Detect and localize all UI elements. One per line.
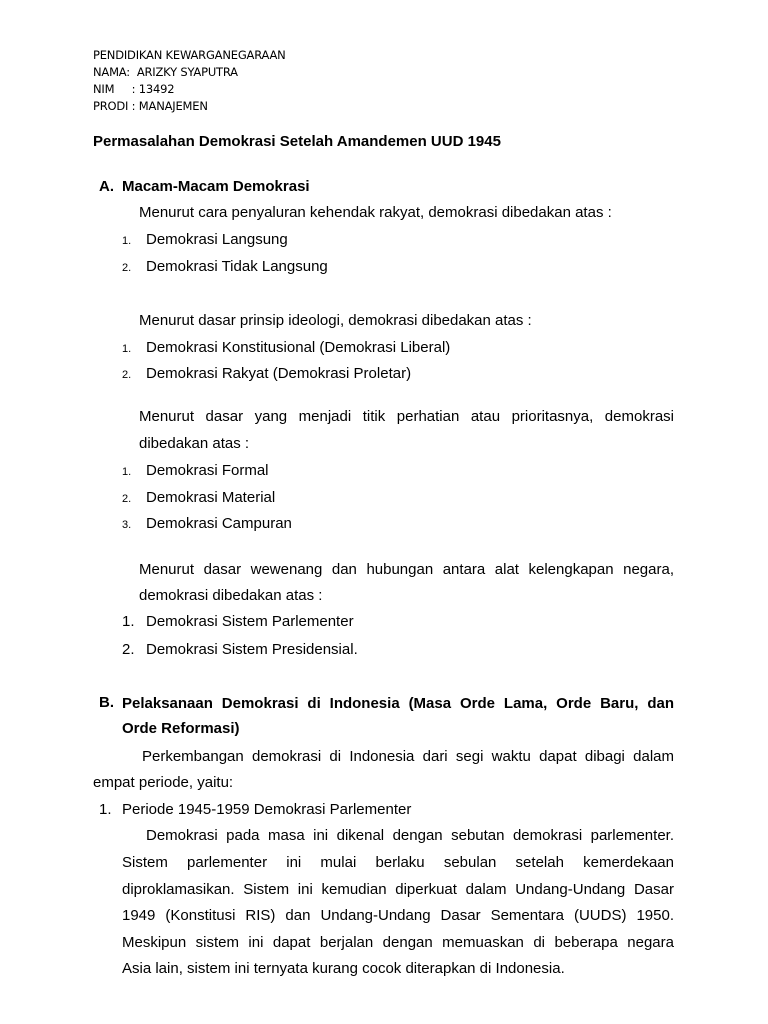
paragraph-line: 1949 (Konstitusi RIS) dan Undang-Undang Dasar Sementara (UUDS) 1950. xyxy=(122,907,674,924)
list-item: Demokrasi Material xyxy=(146,489,276,506)
section-b-intro-line2: empat periode, yaitu: xyxy=(93,774,234,791)
header-prodi: PRODI : MANAJEMEN xyxy=(93,99,208,113)
list-number: 2. xyxy=(122,641,135,658)
document-title: Permasalahan Demokrasi Setelah Amandemen UUD 1945 xyxy=(93,133,501,150)
header-subject: PENDIDIKAN KEWARGANEGARAAN xyxy=(93,48,286,62)
list-item: Demokrasi Campuran xyxy=(146,515,292,532)
list-item: Demokrasi Konstitusional (Demokrasi Liberal) xyxy=(146,339,451,356)
list-item: Demokrasi Formal xyxy=(146,462,269,479)
paragraph-line: Sistem parlementer ini mulai berlaku sebulan setelah kemerdekaan xyxy=(122,854,674,871)
section-b-heading-line2: Orde Reformasi) xyxy=(122,720,240,737)
section-a-heading: Macam-Macam Demokrasi xyxy=(122,178,310,195)
list-number: 3. xyxy=(122,519,132,531)
list-item: Demokrasi Tidak Langsung xyxy=(146,258,328,275)
header-nim: NIM : 13492 xyxy=(93,82,175,96)
list-number: 2. xyxy=(122,493,132,505)
section-b-intro-line1: Perkembangan demokrasi di Indonesia dari segi waktu dapat dibagi dalam xyxy=(142,748,674,765)
paragraph-line: Meskipun sistem ini dapat berjalan dengan memuaskan di beberapa negara xyxy=(122,934,674,951)
group-4-intro-line: demokrasi dibedakan atas : xyxy=(139,587,323,604)
list-item: Demokrasi Sistem Presidensial. xyxy=(146,641,358,658)
paragraph-line: Demokrasi pada masa ini dikenal dengan sebutan demokrasi parlementer. xyxy=(146,827,674,844)
list-number: 2. xyxy=(122,369,132,381)
group-2-intro: Menurut dasar prinsip ideologi, demokrasi dibedakan atas : xyxy=(139,312,532,329)
list-number: 1. xyxy=(122,235,132,247)
group-1-intro: Menurut cara penyaluran kehendak rakyat, demokrasi dibedakan atas : xyxy=(139,204,612,221)
header-name: NAMA: ARIZKY SYAPUTRA xyxy=(93,65,238,79)
section-b-heading-line1: Pelaksanaan Demokrasi di Indonesia (Masa Orde Lama, Orde Baru, dan xyxy=(122,695,674,712)
list-number: 1. xyxy=(122,343,132,355)
list-item: Demokrasi Rakyat (Demokrasi Proletar) xyxy=(146,365,412,382)
group-3-intro-line: Menurut dasar yang menjadi titik perhatian atau prioritasnya, demokrasi xyxy=(139,408,674,425)
section-b-letter: B. xyxy=(99,694,114,711)
list-item: Demokrasi Langsung xyxy=(146,231,288,248)
list-number: 1. xyxy=(122,466,132,478)
group-3-intro-line: dibedakan atas : xyxy=(139,435,250,452)
paragraph-line: Asia lain, sistem ini ternyata kurang cocok diterapkan di Indonesia. xyxy=(122,960,565,977)
list-number: 2. xyxy=(122,262,132,274)
period-title: Periode 1945-1959 Demokrasi Parlementer xyxy=(122,801,412,818)
list-item: Demokrasi Sistem Parlementer xyxy=(146,613,354,630)
list-number: 1. xyxy=(122,613,135,630)
group-4-intro-line: Menurut dasar wewenang dan hubungan antara alat kelengkapan negara, xyxy=(139,561,674,578)
paragraph-line: diproklamasikan. Sistem ini kemudian diperkuat dalam Undang-Undang Dasar xyxy=(122,881,674,898)
section-a-letter: A. xyxy=(99,178,114,195)
period-number: 1. xyxy=(99,801,112,818)
